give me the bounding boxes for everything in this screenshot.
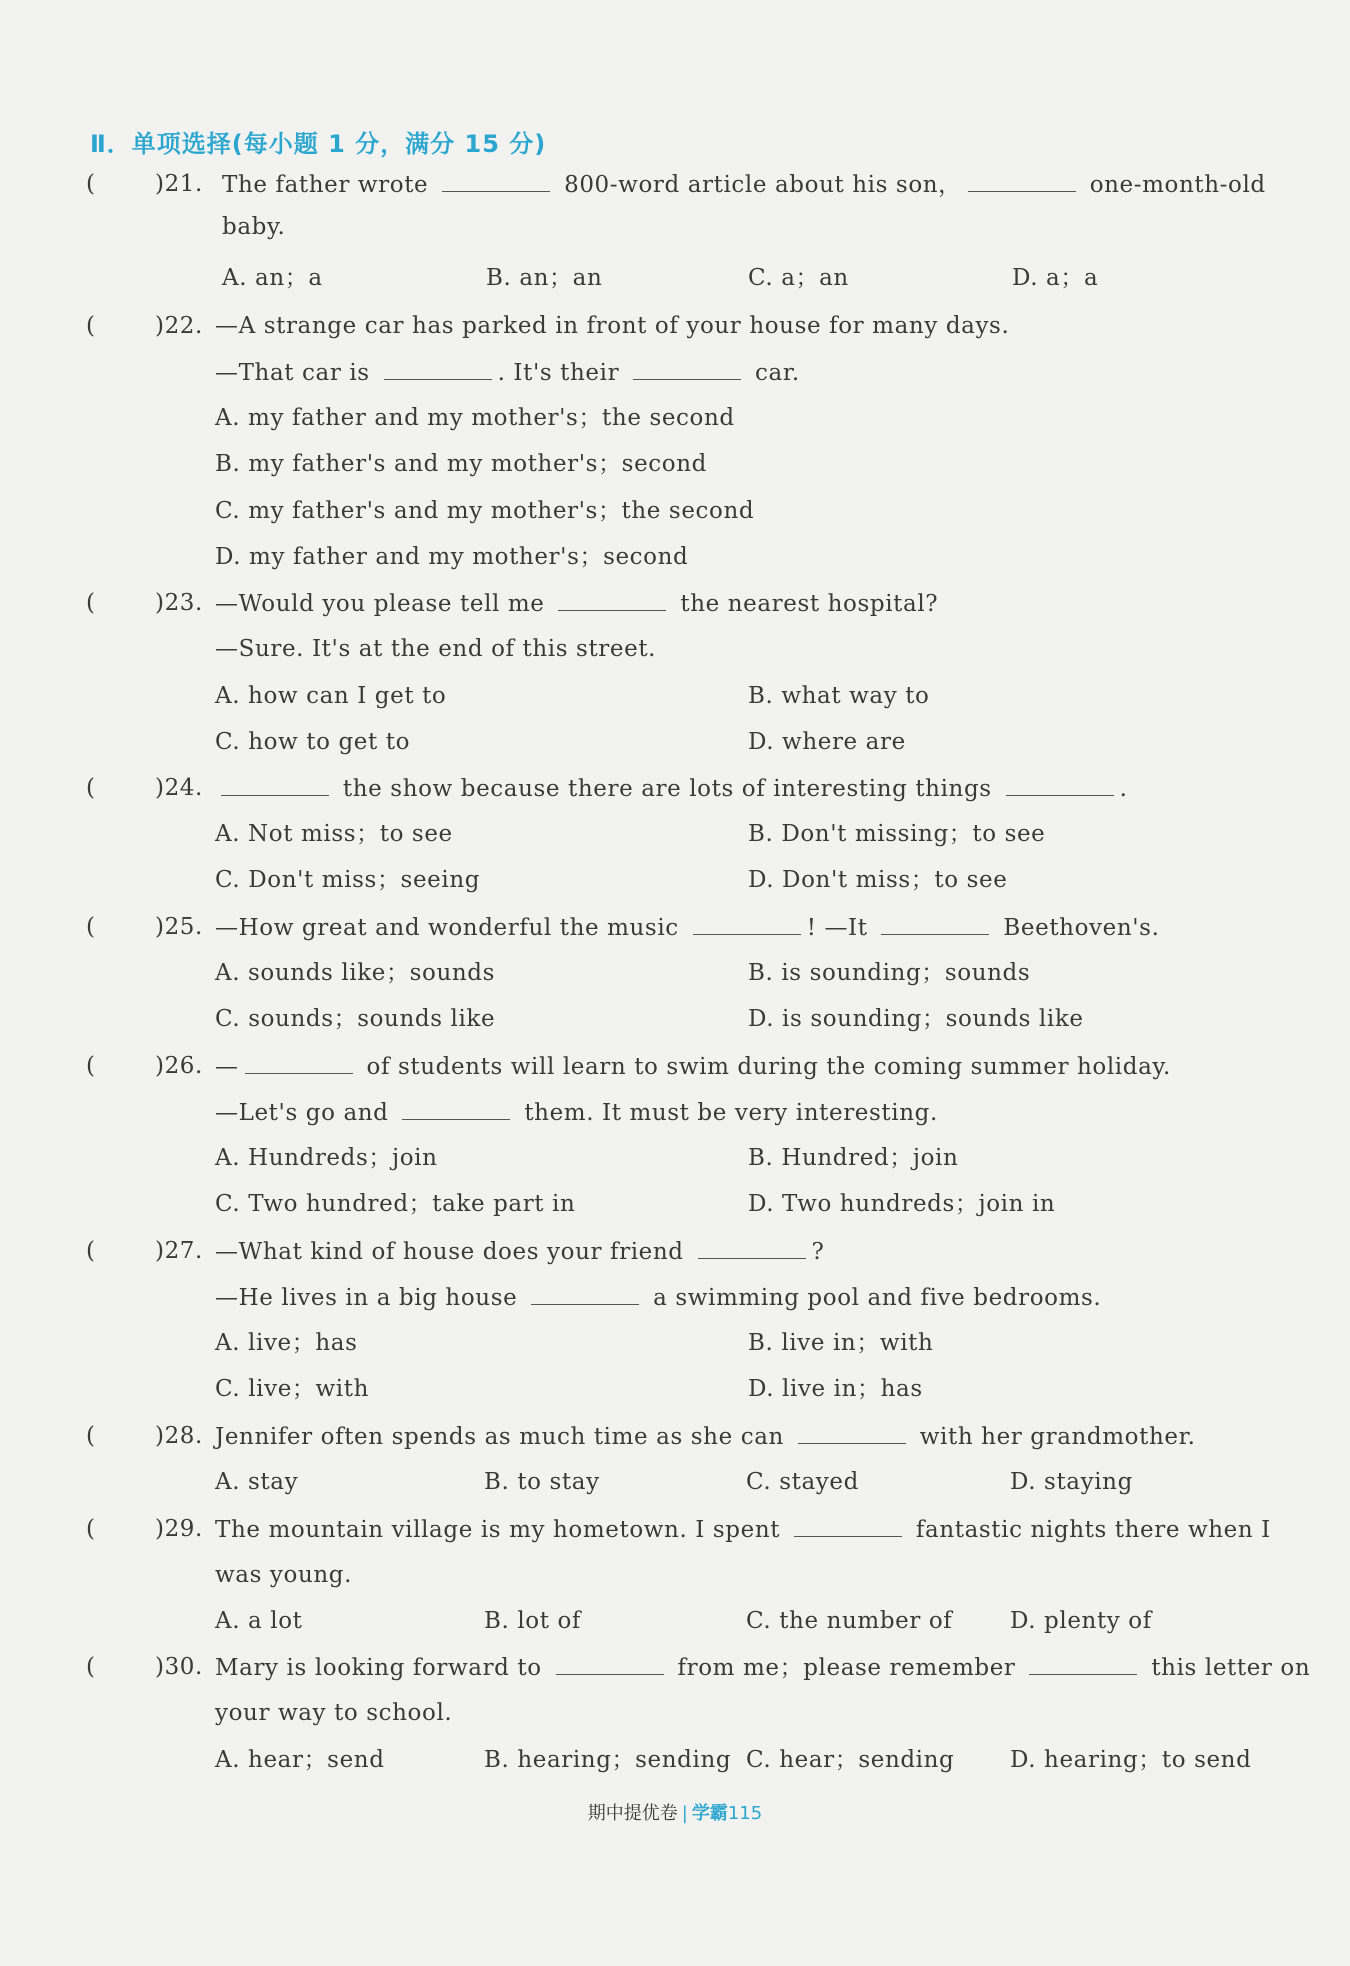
stem-text: The father wrote (222, 172, 437, 198)
option-c[interactable]: C. sounds；sounds like (215, 1006, 496, 1032)
answer-blank[interactable] (881, 916, 989, 935)
question-stem-line (215, 1101, 938, 1125)
option-a[interactable]: A. how can I get to (215, 683, 447, 709)
option-d[interactable]: D. hearing；to send (1010, 1747, 1252, 1773)
option-b[interactable]: B. my father's and my mother's；second (215, 451, 707, 477)
option-c[interactable]: C. Two hundred；take part in (215, 1191, 576, 1217)
section-title: Ⅱ．单项选择(每小题 1 分，满分 15 分) (90, 130, 547, 158)
stem-text: baby. (222, 214, 286, 240)
stem-text: Mary is looking forward to (215, 1655, 550, 1681)
question-number: )29. (155, 1516, 203, 1542)
answer-paren[interactable]: ( (86, 1238, 95, 1264)
stem-text: The mountain village is my hometown. I spent (215, 1517, 788, 1543)
question-stem-line (215, 315, 1009, 338)
question-stem-line (215, 777, 1128, 801)
stem-text: from me；please remember (669, 1655, 1024, 1681)
stem-text: —He lives in a big house (215, 1285, 526, 1311)
answer-blank[interactable] (556, 1656, 664, 1675)
question-number: )30. (155, 1654, 203, 1680)
stem-text: fantastic nights there when I (908, 1517, 1271, 1543)
stem-text: —Would you please tell me (215, 591, 553, 617)
option-a[interactable]: A. my father and my mother's；the second (215, 405, 735, 431)
stem-text: —Let's go and (215, 1100, 397, 1126)
answer-blank[interactable] (384, 361, 492, 380)
stem-text: ! —It (806, 915, 876, 941)
question-stem-line (215, 361, 800, 385)
answer-blank[interactable] (633, 361, 741, 380)
answer-blank[interactable] (221, 777, 329, 796)
option-b[interactable]: B. Don't missing；to see (748, 821, 1046, 847)
option-d[interactable]: D. plenty of (1010, 1608, 1152, 1634)
option-b[interactable]: B. lot of (484, 1608, 582, 1634)
question-stem-line (215, 1240, 824, 1264)
stem-text: the show because there are lots of interesting things (335, 776, 1000, 802)
option-c[interactable]: C. hear；sending (746, 1747, 955, 1773)
question-number: )23. (155, 590, 203, 616)
option-d[interactable]: D. a；a (1012, 265, 1099, 291)
option-c[interactable]: C. Don't miss；seeing (215, 867, 481, 893)
stem-text: of students will learn to swim during the coming summer holiday. (358, 1054, 1171, 1080)
question-number: )28. (155, 1423, 203, 1449)
stem-text: this letter on (1143, 1655, 1311, 1681)
answer-paren[interactable]: ( (86, 313, 95, 339)
option-d[interactable]: D. where are (748, 729, 906, 755)
question-stem-line (215, 638, 656, 661)
option-c[interactable]: C. a；an (748, 265, 849, 291)
option-d[interactable]: D. staying (1010, 1469, 1133, 1495)
option-a[interactable]: A. stay (215, 1469, 299, 1495)
option-b[interactable]: B. live in；with (748, 1330, 934, 1356)
question-stem-line (215, 1702, 452, 1725)
question-stem-line (215, 1564, 352, 1587)
question-number: )21. (155, 171, 203, 197)
stem-text: —A strange car has parked in front of your house for many days. (215, 313, 1010, 339)
question-number: )26. (155, 1053, 203, 1079)
option-c[interactable]: C. the number of (746, 1608, 953, 1634)
option-c[interactable]: C. live；with (215, 1376, 370, 1402)
option-b[interactable]: B. an；an (486, 265, 603, 291)
option-c[interactable]: C. stayed (746, 1469, 859, 1495)
question-stem-line (222, 173, 1266, 197)
answer-blank[interactable] (693, 916, 801, 935)
answer-blank[interactable] (794, 1518, 902, 1537)
answer-paren[interactable]: ( (86, 590, 95, 616)
footer-text: 期中提优卷 (587, 1803, 678, 1824)
page-number: 115 (727, 1803, 763, 1824)
stem-text: —What kind of house does your friend (215, 1239, 692, 1265)
option-a[interactable]: A. Not miss；to see (215, 821, 453, 847)
option-d[interactable]: D. Two hundreds；join in (748, 1191, 1056, 1217)
option-a[interactable]: A. live；has (215, 1330, 358, 1356)
stem-text: your way to school. (215, 1700, 453, 1726)
option-a[interactable]: A. Hundreds；join (215, 1145, 438, 1171)
answer-paren[interactable]: ( (86, 171, 95, 197)
option-d[interactable]: D. my father and my mother's；second (215, 544, 689, 570)
stem-text: was young. (215, 1562, 353, 1588)
question-stem-line (215, 916, 1159, 940)
answer-paren[interactable]: ( (86, 1654, 95, 1680)
question-stem-line (215, 1286, 1101, 1310)
stem-text: one-month-old (1081, 172, 1266, 198)
answer-blank[interactable] (558, 592, 666, 611)
question-stem-line (215, 592, 938, 616)
stem-text: Jennifer often spends as much time as she can (215, 1424, 792, 1450)
option-a[interactable]: A. sounds like；sounds (215, 960, 496, 986)
answer-blank[interactable] (798, 1425, 906, 1444)
answer-paren[interactable]: ( (86, 914, 95, 940)
option-b[interactable]: B. to stay (484, 1469, 600, 1495)
option-a[interactable]: A. an；a (222, 265, 323, 291)
stem-text: — (215, 1054, 239, 1080)
question-stem-line (215, 1656, 1310, 1680)
option-d[interactable]: D. live in；has (748, 1376, 923, 1402)
option-d[interactable]: D. is sounding；sounds like (748, 1006, 1084, 1032)
answer-paren[interactable]: ( (86, 1423, 95, 1449)
stem-text: —That car is (215, 360, 378, 386)
answer-blank[interactable] (402, 1101, 510, 1120)
stem-text: —Sure. It's at the end of this street. (215, 636, 657, 662)
answer-blank[interactable] (442, 173, 550, 192)
page-footer (0, 1799, 1350, 1825)
option-c[interactable]: C. my father's and my mother's；the second (215, 498, 755, 524)
option-a[interactable]: A. hear；send (215, 1747, 385, 1773)
option-c[interactable]: C. how to get to (215, 729, 411, 755)
question-stem-line (215, 1518, 1271, 1542)
answer-blank[interactable] (698, 1240, 806, 1259)
question-number: )24. (155, 775, 203, 801)
answer-blank[interactable] (968, 173, 1076, 192)
stem-text: Beethoven's. (995, 915, 1160, 941)
option-b[interactable]: B. what way to (748, 683, 930, 709)
answer-paren[interactable]: ( (86, 775, 95, 801)
option-a[interactable]: A. a lot (215, 1608, 303, 1634)
stem-text: —How great and wonderful the music (215, 915, 687, 941)
answer-blank[interactable] (245, 1055, 353, 1074)
stem-text: ? (811, 1239, 825, 1265)
answer-blank[interactable] (1006, 777, 1114, 796)
stem-text: 800-word article about his son， (556, 172, 962, 198)
stem-text: with her grandmother. (911, 1424, 1196, 1450)
question-stem-line (215, 1425, 1196, 1449)
stem-text: . It's their (497, 360, 628, 386)
stem-text: a swimming pool and five bedrooms. (645, 1285, 1102, 1311)
question-number: )22. (155, 313, 203, 339)
answer-paren[interactable]: ( (86, 1053, 95, 1079)
question-number: )25. (155, 914, 203, 940)
question-stem-line (215, 1055, 1171, 1079)
answer-blank[interactable] (531, 1286, 639, 1305)
option-b[interactable]: B. hearing；sending (484, 1747, 732, 1773)
footer-brand: 学霸 (691, 1803, 728, 1824)
answer-paren[interactable]: ( (86, 1516, 95, 1542)
stem-text: the nearest hospital? (672, 591, 939, 617)
question-number: )27. (155, 1238, 203, 1264)
footer-separator: | (681, 1803, 688, 1824)
stem-text: . (1119, 776, 1128, 802)
option-d[interactable]: D. Don't miss；to see (748, 867, 1008, 893)
question-stem-line (222, 216, 285, 239)
option-b[interactable]: B. Hundred；join (748, 1145, 959, 1171)
option-b[interactable]: B. is sounding；sounds (748, 960, 1031, 986)
answer-blank[interactable] (1029, 1656, 1137, 1675)
stem-text: them. It must be very interesting. (516, 1100, 938, 1126)
stem-text: car. (747, 360, 800, 386)
